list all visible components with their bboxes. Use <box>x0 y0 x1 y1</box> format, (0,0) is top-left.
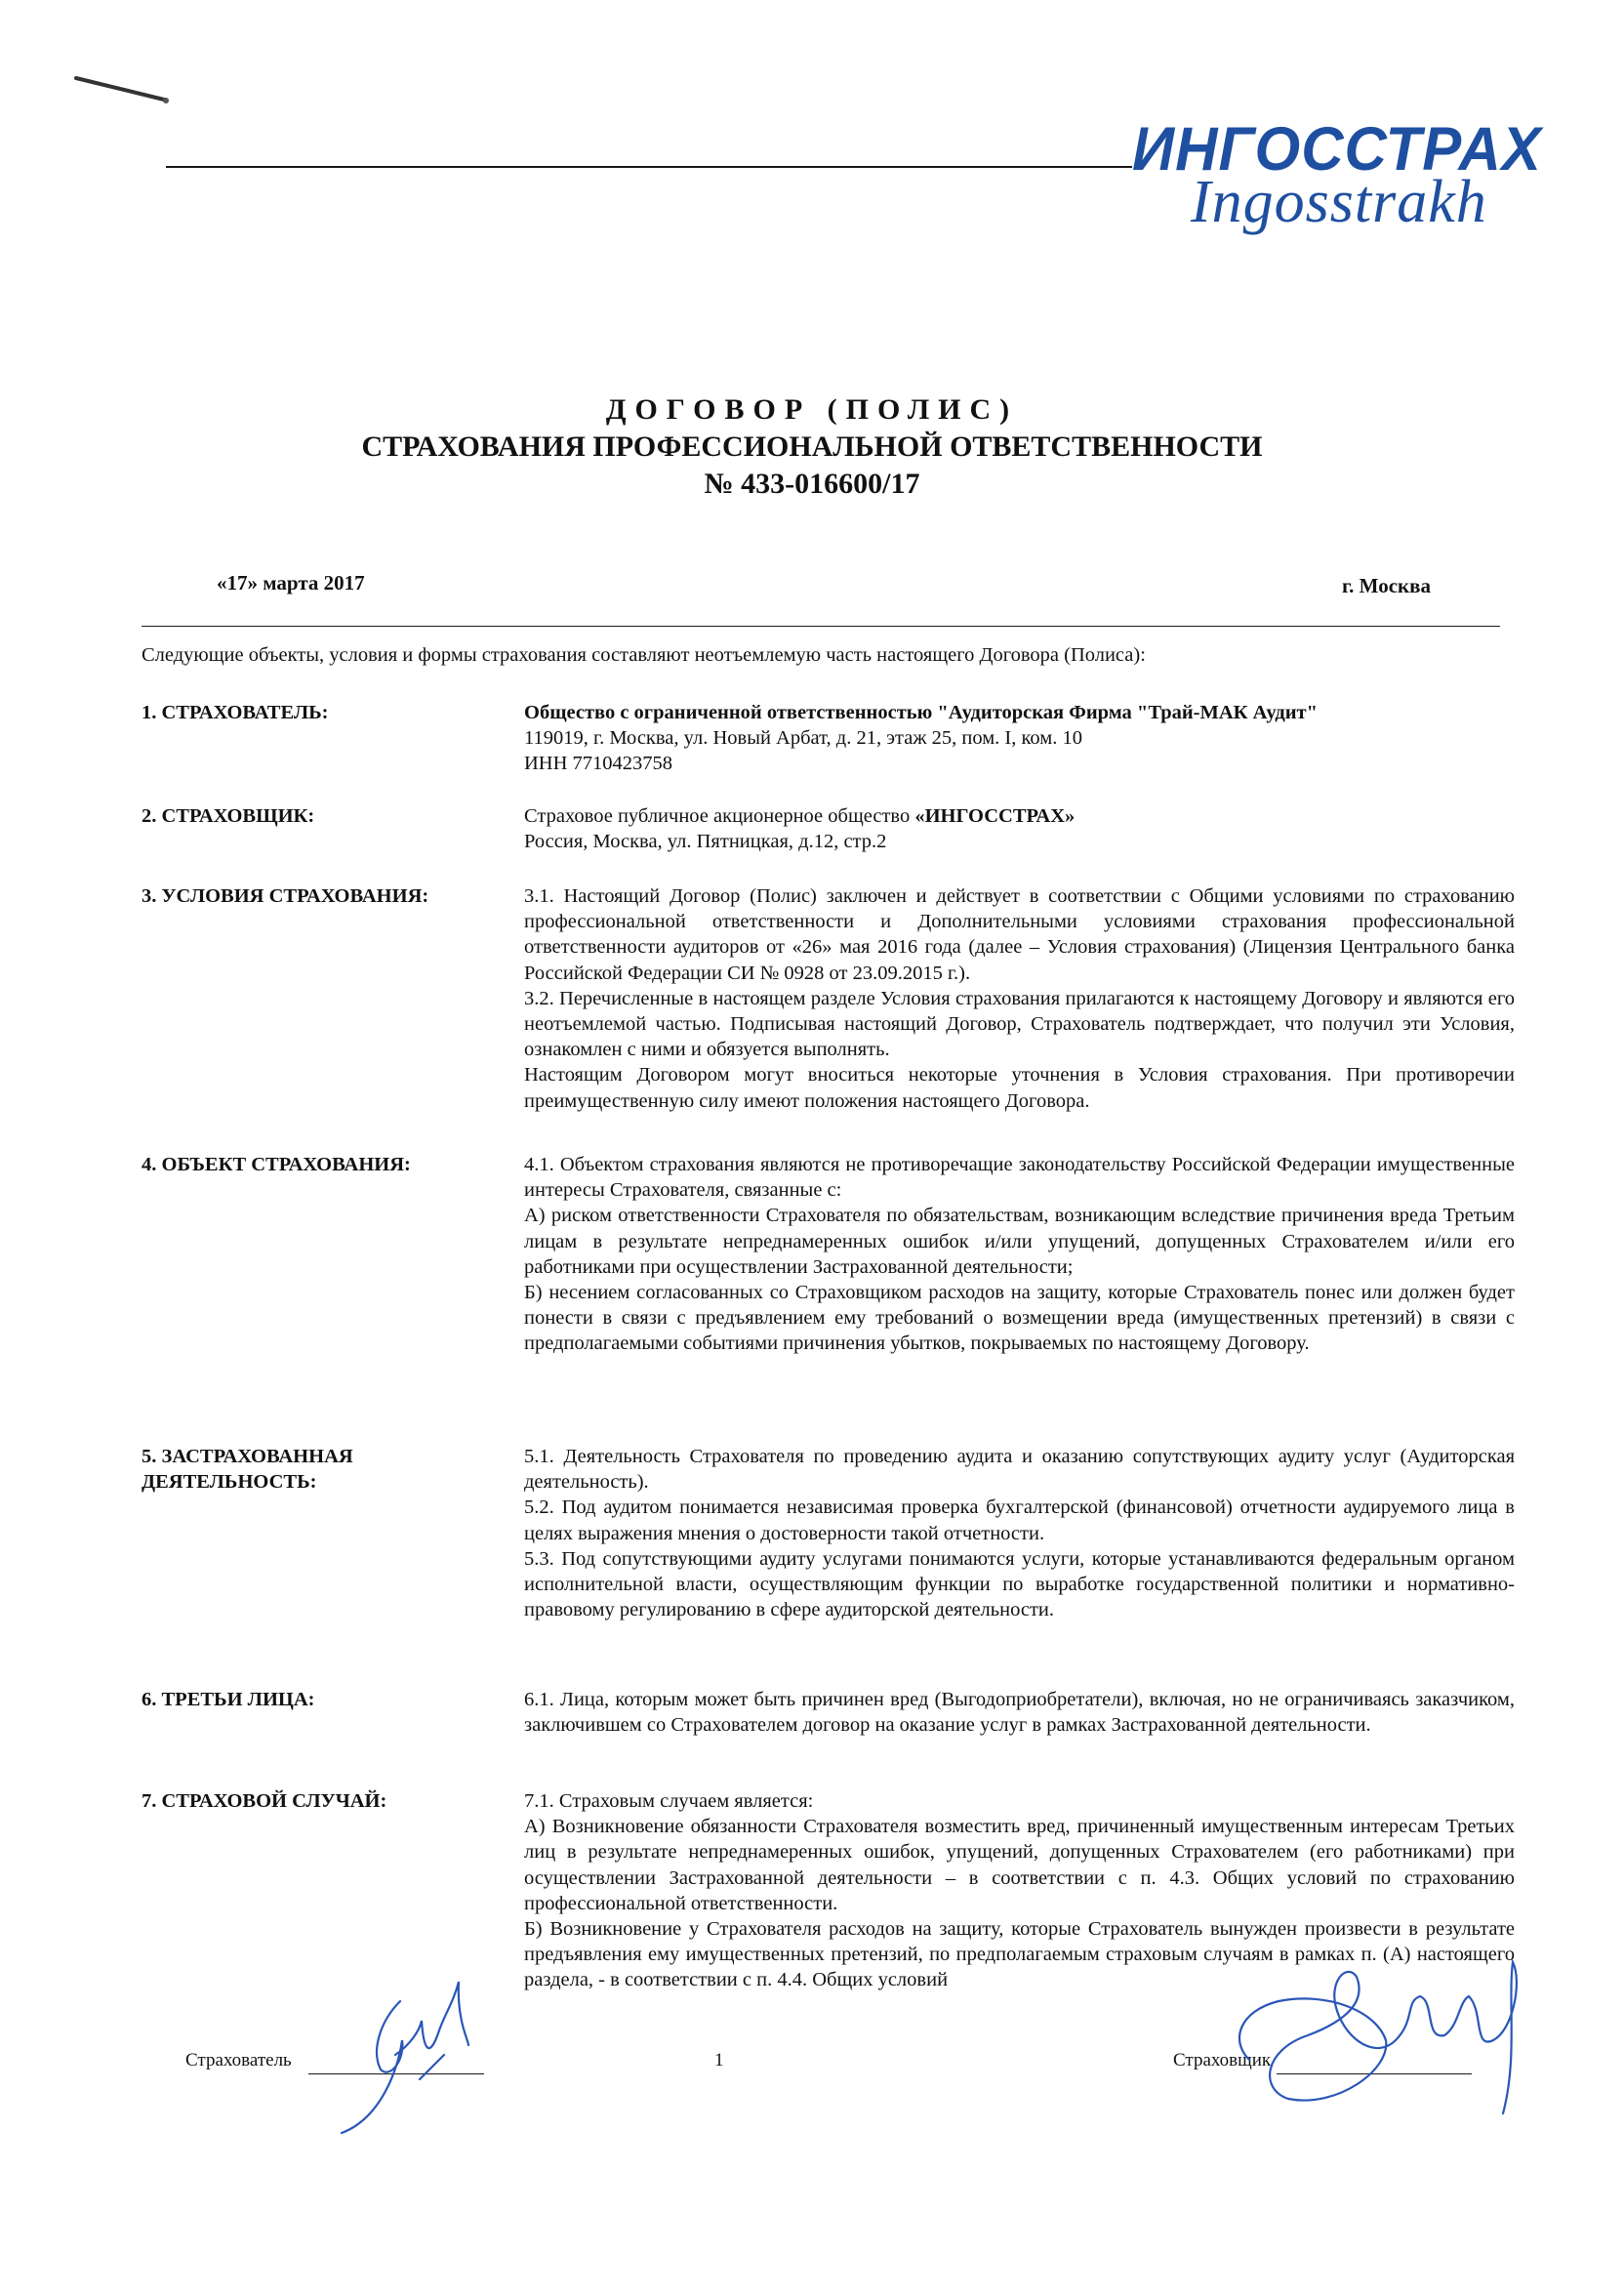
insured-address: 119019, г. Москва, ул. Новый Арбат, д. 21, этаж 25, пом. I, ком. 10 <box>524 727 1082 750</box>
insurer-type: Страховое публичное акционерное общество <box>524 805 915 827</box>
clause-4-1: 4.1. Объектом страхования являются не противоречащие законодательству Российской Федерации имущественные интересы Страхователя, связанные с: <box>524 1154 1515 1202</box>
clause-6-1: 6.1. Лица, которым может быть причинен вред (Выгодоприобретатели), включая, но не ограничиваясь заказчиком, заключившем со Страхователем договор на оказание услуг в рамках Застрахованной деятельности. <box>524 1689 1515 1737</box>
intro-text: Следующие объекты, условия и формы страхования составляют неотъемлемую часть настоящего Договора (Полиса): <box>142 644 1146 666</box>
section-4-body <box>524 1152 1515 1357</box>
insured-inn: ИНН 7710423758 <box>524 753 673 775</box>
document-title: ДОГОВОР (ПОЛИС) <box>605 393 1019 426</box>
logo-text-en: Ingosstrakh <box>1191 169 1487 235</box>
clause-3-1: 3.1. Настоящий Договор (Полис) заключен и действует в соответствии с Общими условиями по страхованию профессиональной ответственности и Дополнительными условиями страхования профессиональной ответственности аудиторов от «26» мая 2016 года (далее – Условия страхования) (Лицензия Центрального банка Российской Федерации СИ № 0928 от 23.09.2015 г.). <box>524 885 1515 984</box>
clause-5-2: 5.2. Под аудитом понимается независимая проверка бухгалтерской (финансовой) отчетности аудируемого лица в целях выражения мнения о достоверности такой отчетности. <box>524 1496 1515 1544</box>
company-logo <box>1132 115 1562 242</box>
clause-7-a: А) Возникновение обязанности Страхователя возместить вред, причиненный имущественным интересам Третьих лиц в результате непреднамеренных ошибок, упущений, допущенных Страхователем (его работниками) при осуществлении Застрахованной деятельности – в соответствии с п. 4.3. Общих условий по страхованию профессиональной ответственности. <box>524 1816 1515 1914</box>
policy-number: № 433-016600/17 <box>704 468 920 500</box>
section-2-body <box>524 803 1515 854</box>
insurer-name: «ИНГОССТРАХ» <box>914 805 1076 827</box>
document-date: «17» марта 2017 <box>217 571 365 594</box>
insurer-address: Россия, Москва, ул. Пятницкая, д.12, стр.2 <box>524 831 887 853</box>
clause-7-1: 7.1. Страховым случаем является: <box>524 1790 814 1812</box>
insured-name: Общество с ограниченной ответственностью "Аудиторская Фирма "Трай-МАК Аудит" <box>524 702 1319 723</box>
section-5-label-line1: 5. ЗАСТРАХОВАННАЯ <box>142 1446 353 1467</box>
logo-text-ru: ИНГОССТРАХ <box>1132 114 1542 184</box>
document-subtitle: СТРАХОВАНИЯ ПРОФЕССИОНАЛЬНОЙ ОТВЕТСТВЕННОСТИ <box>361 430 1263 463</box>
clause-5-1: 5.1. Деятельность Страхователя по проведению аудита и оказанию сопутствующих аудиту услуг (Аудиторская деятельность). <box>524 1446 1515 1494</box>
insured-signature <box>322 1962 488 2138</box>
clause-3-3: Настоящим Договором могут вноситься некоторые уточнения в Условия страхования. При противоречии преимущественную силу имеют положения настоящего Договора. <box>524 1064 1515 1112</box>
page-number: 1 <box>714 2050 724 2070</box>
clause-4-b: Б) несением согласованных со Страховщиком расходов на защиту, которые Страхователь понес или должен будет понести в связи с предъявлением ему требований о возмещении вреда (имущественных претензий) в связи с предполагаемыми событиями причинения убытков, покрываемых по настоящему Договору. <box>524 1282 1515 1355</box>
clause-5-3: 5.3. Под сопутствующими аудиту услугами понимаются услуги, которые устанавливаются федеральным органом исполнительной власти, осуществляющим функции по выработке государственной политики и нормативно-правовому регулированию в сфере аудиторской деятельности. <box>524 1547 1515 1621</box>
section-5-label <box>142 1444 353 1495</box>
clause-7-b: Б) Возникновение у Страхователя расходов на защиту, которые Страхователь вынужден произвести в результате предъявления ему имущественных претензий, по предполагаемым страховым случаям в рамках п. (А) настоящего раздела, - в соответствии с п. 4.4. Общих условий <box>524 1918 1515 1991</box>
section-1-label: 1. СТРАХОВАТЕЛЬ: <box>142 702 329 723</box>
section-2-label: 2. СТРАХОВЩИК: <box>142 805 315 827</box>
insurer-signature <box>1220 1943 1542 2128</box>
section-1-body <box>524 700 1515 777</box>
header-rule <box>166 166 1132 168</box>
section-7-label: 7. СТРАХОВОЙ СЛУЧАЙ: <box>142 1790 387 1812</box>
document-city: г. Москва <box>1342 574 1431 597</box>
date-rule <box>142 626 1500 627</box>
insurer-signature-label: Страховщик <box>1173 2050 1272 2070</box>
scan-mark <box>68 70 176 109</box>
section-3-body <box>524 883 1515 1114</box>
insured-signature-label: Страхователь <box>185 2050 292 2070</box>
clause-3-2: 3.2. Перечисленные в настоящем разделе Условия страхования прилагаются к настоящему Договору и являются его неотъемлемой частью. Подписывая настоящий Договор, Страхователь подтверждает, что получил эти Условия, ознакомлен с ними и обязуется выполнять. <box>524 987 1515 1061</box>
section-4-label: 4. ОБЪЕКТ СТРАХОВАНИЯ: <box>142 1154 411 1175</box>
section-3-label: 3. УСЛОВИЯ СТРАХОВАНИЯ: <box>142 885 429 907</box>
section-6-label: 6. ТРЕТЬИ ЛИЦА: <box>142 1689 315 1710</box>
section-5-body <box>524 1444 1515 1622</box>
section-5-label-line2: ДЕЯТЕЛЬНОСТЬ: <box>142 1471 317 1493</box>
clause-4-a: А) риском ответственности Страхователя по обязательствам, возникающим вследствие причинения вреда Третьим лицам в результате непреднамеренных ошибок и/или упущений, допущенных Страхователем и/или его работниками при осуществлении Застрахованной деятельности; <box>524 1205 1515 1278</box>
section-6-body <box>524 1687 1515 1738</box>
